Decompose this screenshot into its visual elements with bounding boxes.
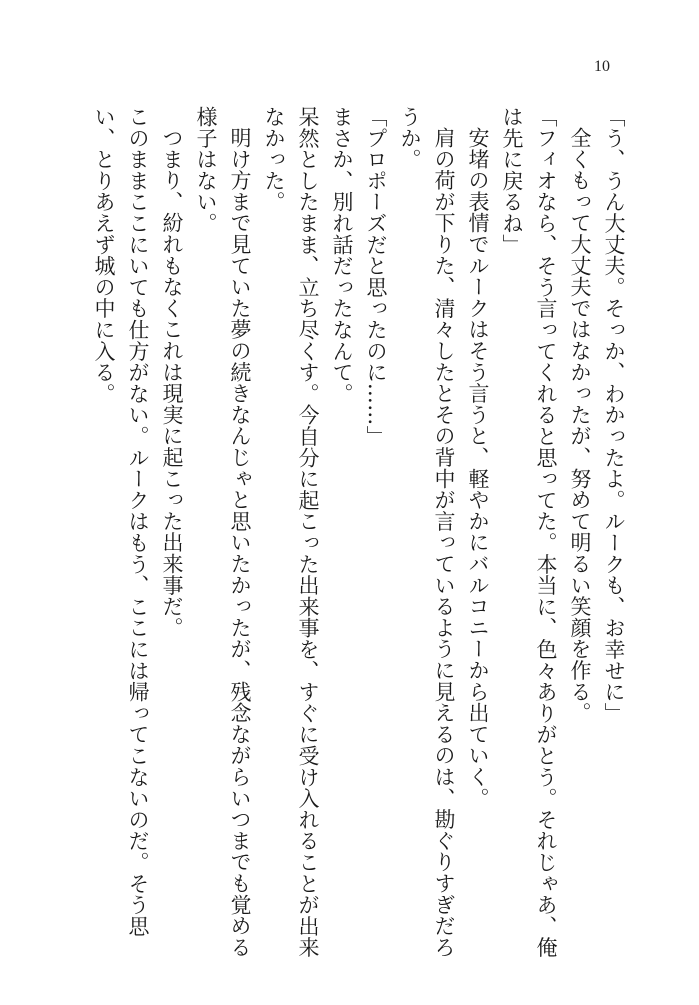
paragraph: 明け方まで見ていた夢の続きなんじゃと思いたかったが、残念ながらいつまでも覚める様子はない。 <box>194 106 252 958</box>
paragraph: 「フィオなら、そう言ってくれると思ってた。本当に、色々ありがとう。それじゃあ、俺は先に戻るね」 <box>500 106 558 958</box>
paragraph: 「プロポーズだと思ったのに……」 <box>364 106 388 447</box>
novel-body-text <box>87 106 631 976</box>
paragraph: まさか、別れ話だったなんて。 <box>330 106 354 405</box>
paragraph: 呆然としたまま、立ち尽くす。今自分に起こった出来事を、すぐに受け入れることが出来なかった。 <box>262 106 320 958</box>
paragraph: 全くもって大丈夫ではなかったが、努めて明るい笑顔を作る。 <box>568 127 592 724</box>
paragraph: 肩の荷が下りた、清々したとその背中が言っているように見えるのは、勘ぐりすぎだろうか。 <box>398 106 456 958</box>
page-number: 10 <box>594 58 610 75</box>
paragraph: つまり、紛れもなくこれは現実に起こった出来事だ。 <box>160 127 184 639</box>
paragraph: 安堵の表情でルークはそう言うと、軽やかにバルコニーから出ていく。 <box>466 127 490 809</box>
paragraph: このままここにいても仕方がない。ルークはもう、ここには帰ってこないのだ。そう思い、とりあえず城の中に入る。 <box>92 106 150 937</box>
paragraph: 「う、うん大丈夫。そっか、わかったよ。ルークも、お幸せに」 <box>602 106 626 724</box>
